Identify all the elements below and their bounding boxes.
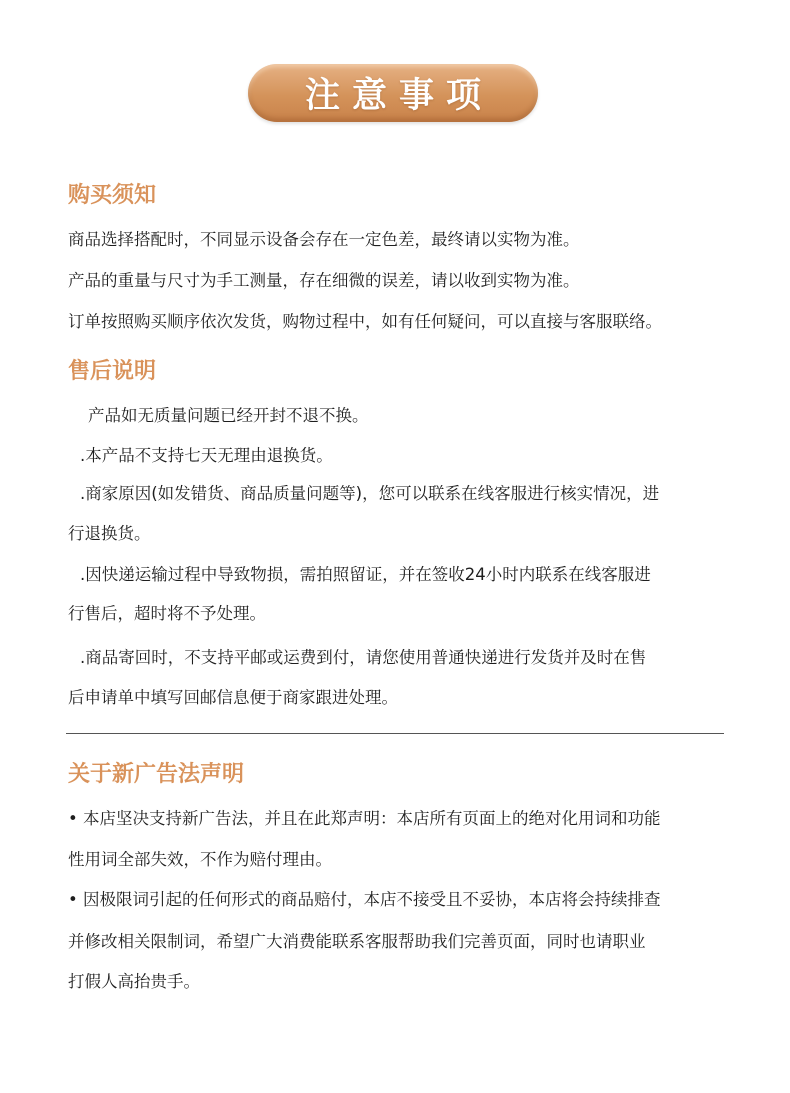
after-sales-line: 后申请单中填写回邮信息便于商家跟进处理。 — [68, 688, 398, 707]
ad-law-heading: 关于新广告法声明 — [68, 762, 245, 787]
after-sales-line: .商品寄回时，不支持平邮或运费到付，请您使用普通快递进行发货并及时在售 — [80, 648, 647, 667]
after-sales-heading: 售后说明 — [68, 359, 157, 384]
purchase-notice-line: 商品选择搭配时，不同显示设备会存在一定色差，最终请以实物为准。 — [68, 230, 580, 249]
ad-law-line: • 本店坚决支持新广告法，并且在此郑声明：本店所有页面上的绝对化用词和功能 — [68, 809, 661, 828]
after-sales-line: .本产品不支持七天无理由退换货。 — [80, 446, 333, 465]
after-sales-line: 产品如无质量问题已经开封不退不换。 — [88, 406, 369, 425]
ad-law-line: 并修改相关限制词，希望广大消费能联系客服帮助我们完善页面，同时也请职业 — [68, 932, 646, 951]
after-sales-line: .商家原因(如发错货、商品质量问题等)，您可以联系在线客服进行核实情况，进 — [80, 484, 660, 503]
after-sales-line: 行退换货。 — [68, 524, 151, 543]
section-divider — [66, 733, 724, 734]
banner-title: 注意事项 — [304, 76, 493, 116]
ad-law-line: 打假人高抬贵手。 — [68, 972, 200, 991]
purchase-notice-heading: 购买须知 — [68, 183, 157, 208]
ad-law-line: 性用词全部失效，不作为赔付理由。 — [68, 850, 332, 869]
after-sales-line: .因快递运输过程中导致物损，需拍照留证，并在签收24小时内联系在线客服进 — [80, 565, 651, 584]
after-sales-line: 行售后，超时将不予处理。 — [68, 604, 266, 623]
title-banner — [248, 64, 538, 122]
purchase-notice-line: 订单按照购买顺序依次发货，购物过程中，如有任何疑问，可以直接与客服联络。 — [68, 312, 662, 331]
purchase-notice-line: 产品的重量与尺寸为手工测量，存在细微的误差，请以收到实物为准。 — [68, 271, 580, 290]
ad-law-line: • 因极限词引起的任何形式的商品赔付，本店不接受且不妥协，本店将会持续排查 — [68, 890, 661, 909]
